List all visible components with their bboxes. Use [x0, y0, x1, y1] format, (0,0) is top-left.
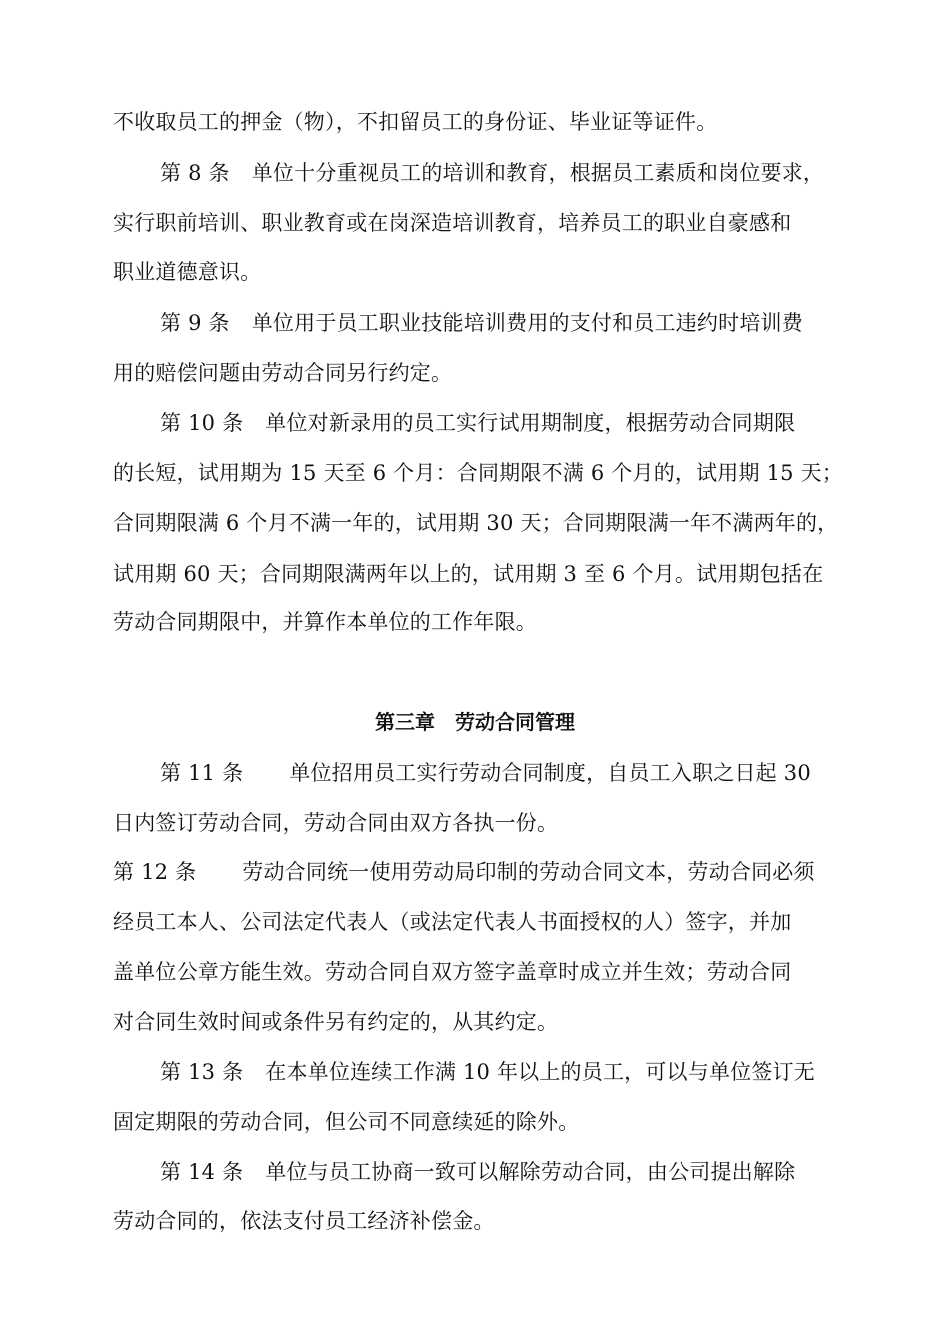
article-10-first-line — [160, 410, 900, 436]
article-number: 第 13 条 — [160, 1060, 244, 1084]
article-number: 第 10 条 — [160, 411, 244, 435]
article-8-first-line — [160, 160, 900, 186]
article-14-first-line — [160, 1159, 900, 1185]
article-12-first-line — [113, 859, 853, 885]
text-line: 劳动合同期限中，并算作本单位的工作年限。 — [113, 610, 537, 634]
article-9-first-line — [160, 310, 900, 336]
text-line: 劳动合同的，依法支付员工经济补偿金。 — [113, 1209, 495, 1233]
article-number: 第 12 条 — [113, 860, 197, 884]
article-11-first-line — [160, 760, 900, 786]
article-text: 劳动合同统一使用劳动局印制的劳动合同文本，劳动合同必须 — [242, 860, 815, 884]
text-line: 试用期 60 天；合同期限满两年以上的，试用期 3 至 6 个月。试用期包括在 — [113, 562, 824, 586]
text-line: 盖单位公章方能生效。劳动合同自双方签字盖章时成立并生效；劳动合同 — [113, 960, 792, 984]
article-text: 单位与员工协商一致可以解除劳动合同，由公司提出解除 — [265, 1160, 796, 1184]
article-number: 第 11 条 — [160, 761, 244, 785]
article-number: 第 8 条 — [160, 161, 230, 185]
text-line: 对合同生效时间或条件另有约定的，从其约定。 — [113, 1010, 559, 1034]
article-text: 在本单位连续工作满 10 年以上的员工，可以与单位签订无 — [265, 1060, 815, 1084]
text-line: 实行职前培训、职业教育或在岗深造培训教育，培养员工的职业自豪感和 — [113, 211, 792, 235]
text-line: 经员工本人、公司法定代表人（或法定代表人书面授权的人）签字，并加 — [113, 910, 792, 934]
article-text: 单位对新录用的员工实行试用期制度，根据劳动合同期限 — [265, 411, 796, 435]
text-line: 的长短，试用期为 15 天至 6 个月：合同期限不满 6 个月的，试用期 15 天； — [113, 461, 843, 485]
text-line: 合同期限满 6 个月不满一年的，试用期 30 天；合同期限满一年不满两年的， — [113, 511, 839, 535]
article-text: 单位招用员工实行劳动合同制度，自员工入职之日起 30 — [289, 761, 811, 785]
article-number: 第 9 条 — [160, 311, 230, 335]
article-13-first-line — [160, 1059, 900, 1085]
article-text: 单位用于员工职业技能培训费用的支付和员工违约时培训费 — [251, 311, 803, 335]
chapter-heading: 第三章 劳动合同管理 — [375, 710, 575, 734]
article-number: 第 14 条 — [160, 1160, 244, 1184]
text-line: 日内签订劳动合同，劳动合同由双方各执一份。 — [113, 811, 559, 835]
text-line: 用的赔偿问题由劳动合同另行约定。 — [113, 361, 453, 385]
text-line: 职业道德意识。 — [113, 260, 262, 284]
article-text: 单位十分重视员工的培训和教育，根据员工素质和岗位要求， — [251, 161, 825, 185]
text-line: 不收取员工的押金（物），不扣留员工的身份证、毕业证等证件。 — [113, 110, 718, 134]
text-line: 固定期限的劳动合同，但公司不同意续延的除外。 — [113, 1110, 580, 1134]
